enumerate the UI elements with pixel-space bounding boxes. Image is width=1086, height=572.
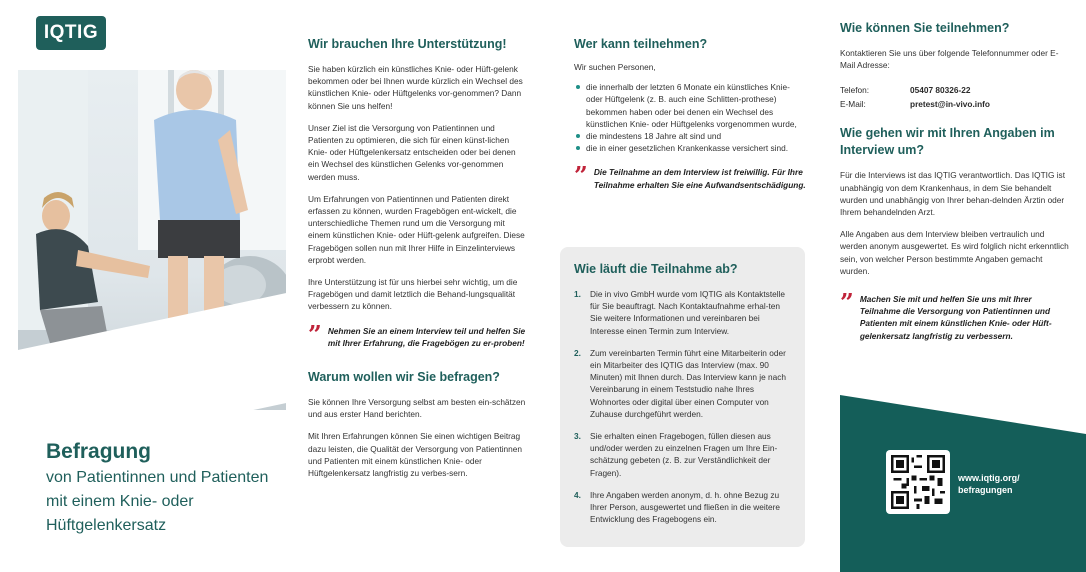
cover-title: Befragung	[46, 440, 151, 463]
quote-mark-icon: ”	[308, 319, 322, 349]
heading-process: Wie läuft die Teilnahme ab?	[574, 262, 738, 276]
quote-text: Die Teilnahme an dem Interview ist freiwillig. Für Ihre Teilnahme erhalten Sie eine Aufwandsentschädigung.	[593, 167, 806, 190]
contact-details	[840, 83, 1070, 111]
qr-code-icon	[891, 455, 945, 509]
quote-block	[840, 288, 1070, 342]
heading-how: Wie können Sie teilnehmen?	[840, 21, 1010, 35]
cover-panel	[0, 0, 290, 572]
process-box	[560, 247, 805, 547]
paragraph: Sie haben kürzlich ein künstliches Knie- oder Hüft-gelenk bekommen oder bei Ihnen wurde kürzlich ein Wechsel des künstlichen Knie- oder Hüftgelenks vor-genommen? Dann können Sie uns helfen!	[308, 64, 523, 111]
steps-list	[574, 288, 793, 525]
heading-support: Wir brauchen Ihre Unterstützung!	[308, 37, 507, 51]
iqtig-logo: IQTIG	[36, 16, 106, 50]
list-item: die in einer gesetzlichen Krankenkasse versichert sind.	[574, 142, 806, 154]
quote-mark-icon: ”	[840, 288, 854, 318]
quote-text: Nehmen Sie an einem Interview teil und helfen Sie mit Ihrer Erfahrung, die Fragebögen zu er-proben!	[327, 325, 526, 348]
paragraph: Sie können Ihre Versorgung selbst am besten ein-schätzen und aus erster Hand berichten.	[308, 397, 526, 420]
quote-block	[308, 319, 526, 349]
intro-text: Wir suchen Personen,	[574, 62, 656, 72]
quote-text: Machen Sie mit und helfen Sie uns mit Ihrer Teilnahme die Versorgung von Patientinnen und Patienten mit einem künstlichen Knie- oder Hüft-gelenkersatz langfristig zu verbessern.	[859, 294, 1052, 341]
paragraph: Kontaktieren Sie uns über folgende Telefonnummer oder E-Mail Adresse:	[840, 48, 1059, 71]
paragraph: Alle Angaben aus dem Interview bleiben vertraulich und werden anonym ausgewertet. Es wird folglich nicht erkenntlich sein, von welcher Person bestimmte Angaben gemacht wurden.	[840, 229, 1069, 276]
heading-why: Warum wollen wir Sie befragen?	[308, 370, 500, 385]
email-row: E-Mail: pretest@in-vivo.info	[840, 99, 991, 110]
step-item: 4. Ihre Angaben werden anonym, d. h. ohne Bezug zu Ihrer Person, ausgewertet und fließen in die weitere Entwicklung des Fragebogens ein.	[574, 489, 781, 525]
email-address[interactable]: pretest@in-vivo.info	[910, 99, 991, 110]
cover-subtitle: von Patientinnen und Patienten mit einem Knie- oder Hüftgelenkersatz	[46, 469, 269, 534]
heading-who: Wer kann teilnehmen?	[574, 37, 708, 51]
qr-code[interactable]	[886, 450, 950, 514]
paragraph: Um Erfahrungen von Patientinnen und Patienten direkt erfassen zu können, wurden Fragebögen ent-wickelt, die unterschiedliche Themen rund um die Versorgung mit einem künstlichen Knie- oder Hüft-gelenk aufgreifen. Diese Fragebögen sollen nun mit Ihrer Hilfe in Einzelinterviews erprobt werden.	[308, 193, 525, 265]
step-item: 1. Die in vivo GmbH wurde vom IQTIG als Kontaktstelle für Sie beauftragt. Nach Kontaktaufnahme erhal-ten Sie weitere Informationen und vereinbaren bei Interesse einen Termin zum Interview.	[574, 289, 786, 336]
step-item: 2. Zum vereinbarten Termin führt eine Mitarbeiterin oder ein Mitarbeiter des IQTIG das Interview (max. 90 Minuten) mit Ihnen durch. Das Interview kann je nach Vereinbarung in einem Teststudio nahe Ihres Wohnortes oder digital über einen Computer von Zuhause durchgeführt werden.	[574, 347, 786, 419]
website-link[interactable]: www.iqtig.org/ befragungen	[958, 473, 1020, 495]
paragraph: Für die Interviews ist das IQTIG verantwortlich. Das IQTIG ist unabhängig von dem Krankenhaus, in dem Sie behandelt wurden und unabhängig von Ihrer behan-delnden Ärztin oder Ihrem behandelnden Arzt.	[840, 170, 1065, 218]
quote-block	[574, 161, 806, 191]
support-panel	[290, 0, 540, 572]
paragraph: Mit Ihren Erfahrungen können Sie einen wichtigen Beitrag dazu leisten, die Qualität der Versorgung von Patientinnen und Patienten mit einem künstlichen Knie- oder Hüftgelenkersatz langfristig zu verbes-sern.	[308, 431, 523, 479]
quote-mark-icon: ”	[574, 161, 588, 191]
paragraph: Ihre Unterstützung ist für uns hierbei sehr wichtig, um die Fragebögen und damit letztlich die Behand-lungsqualität verbessern zu können.	[308, 277, 518, 312]
participation-panel	[550, 0, 818, 572]
contact-panel	[828, 0, 1086, 572]
phone-row: Telefon: 05407 80326-22	[840, 85, 971, 96]
paragraph: Unser Ziel ist die Versorgung von Patientinnen und Patienten zu optimieren, die sich für einen künst-lichen Knie- oder Hüftgelenkersatz entscheiden oder bei denen ein Wechsel des künstlichen Gelenks vor-genommen werden muss.	[308, 122, 516, 182]
step-item: 3. Sie erhalten einen Fragebogen, füllen diesen aus und/oder werden zu einzelnen Fragen um Ihre Ein-schätzung gebeten (z. B. zur Verständlichkeit der Fragen).	[574, 431, 778, 478]
list-item: die mindestens 18 Jahre alt sind und	[574, 130, 806, 142]
criteria-list	[574, 81, 806, 154]
heading-data: Wie gehen wir mit Ihren Angaben im Interview um?	[840, 126, 1055, 158]
list-item: die innerhalb der letzten 6 Monate ein künstliches Knie- oder Hüftgelenk (z. B. auch eine Schlitten-prothese) bekommen haben oder bei denen ein Wechsel des künstlichen Knie- oder Hüftgelenks vorgenommen wurde,	[574, 81, 806, 130]
phone-number[interactable]: 05407 80326-22	[910, 85, 971, 96]
